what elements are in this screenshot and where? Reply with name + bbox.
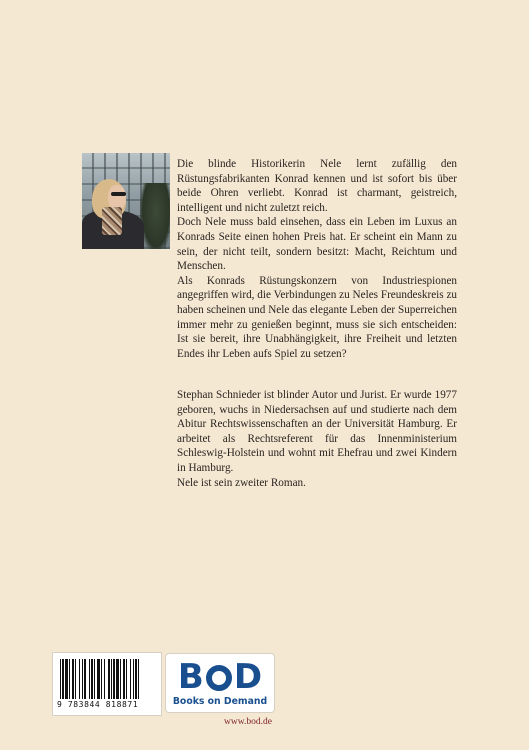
author-bio (177, 388, 457, 490)
author-photo (82, 153, 170, 249)
bio-paragraph-2: Nele ist sein zweiter Roman. (177, 476, 306, 489)
bod-letter-d: D (233, 657, 263, 697)
photo-sunglasses (111, 192, 126, 196)
bod-letter-b: B (177, 657, 204, 697)
blurb-paragraph-3: Als Konrads Rüstungskonzern von Industriespionen angegriffen wird, die Verbindungen zu Neles Freundeskreis zu haben scheinen und Nele das elegante Leben der Superreichen immer mehr zu genießen beginnt, muss sie sich entscheiden: Ist sie bereit, ihre Unabhängigkeit, ihre Freiheit und letzten Endes ihr Leben aufs Spiel zu setzen? (177, 274, 457, 360)
photo-tree (140, 183, 170, 249)
bio-paragraph-1: Stephan Schnieder ist blinder Autor und Jurist. Er wurde 1977 geboren, wuchs in Niedersachsen auf und studierte nach dem Abitur Rechtswissenschaften an der Universität Hamburg. Er arbeitet als Rechtsreferent für das Innenministerium Schleswig-Holstein und wohnt mit Ehefrau und zwei Kindern in Hamburg. (177, 389, 457, 474)
barcode-bars (58, 659, 156, 699)
publisher-url[interactable]: www.bod.de (224, 717, 272, 727)
blurb-paragraph-2: Doch Nele muss bald einsehen, dass ein Leben im Luxus an Konrads Seite einen hohen Preis hat. Er scheint ein Mann zu sein, der nicht teilt, sondern besitzt: Macht, Reichtum und Menschen. (177, 216, 457, 273)
blurb-paragraph-1: Die blinde Historikerin Nele lernt zufällig den Rüstungsfabrikanten Konrad kennen und ist sofort bis über beide Ohren verliebt. Konrad ist charmant, geistreich, intelligent und nicht zuletzt reich. (177, 158, 457, 214)
bod-letter-o (206, 665, 232, 691)
isbn-digits: 9 783844 818871 (57, 700, 139, 709)
photo-scarf (102, 207, 122, 235)
bod-logo-mark (174, 658, 266, 696)
bod-logo (165, 653, 275, 713)
book-blurb (177, 157, 457, 361)
bod-tagline: Books on Demand (172, 696, 268, 707)
isbn-barcode (52, 652, 162, 716)
